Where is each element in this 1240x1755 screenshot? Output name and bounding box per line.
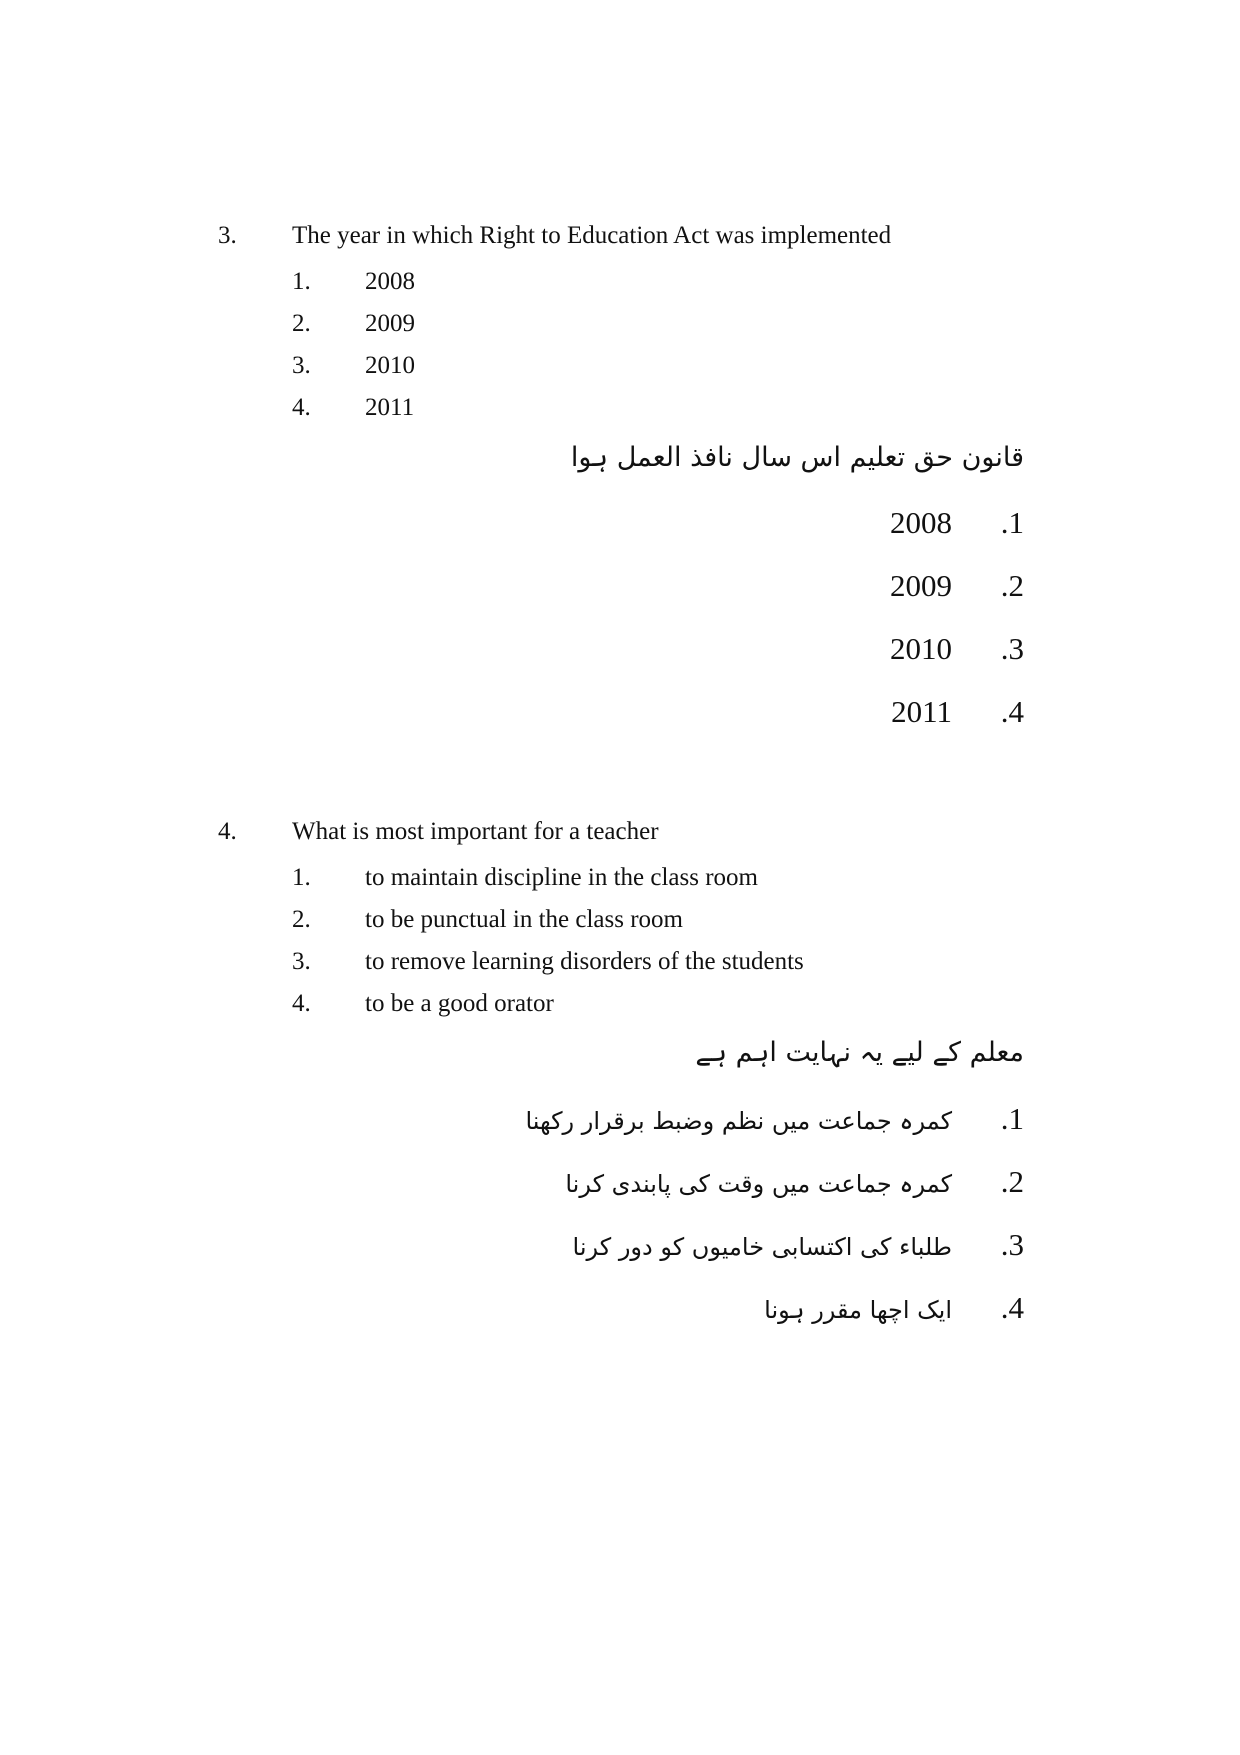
question-4-urdu-option-4-text: ایک اچھا مقرر ہونا: [764, 1296, 952, 1324]
question-4-option-1-number: 1.: [292, 864, 311, 891]
question-3-option-1-text: 2008: [365, 268, 415, 295]
question-4-option-2-text: to be punctual in the class room: [365, 906, 683, 933]
question-4-option-3-number: 3.: [292, 948, 311, 975]
question-4-urdu-option-1: [525, 1099, 1024, 1141]
question-4-text: What is most important for a teacher: [292, 818, 659, 845]
question-3-option-3-number: 3.: [292, 352, 311, 379]
question-3-option-4-number: 4.: [292, 394, 311, 421]
question-3-option-3-text: 2010: [365, 352, 415, 379]
question-3-urdu-option-3: [890, 629, 1024, 669]
question-4-option-4-text: to be a good orator: [365, 990, 554, 1017]
question-3-urdu-option-3-number: .3: [1000, 631, 1024, 666]
question-3-urdu-option-1-text: 2008: [890, 505, 952, 540]
question-4-option-2-number: 2.: [292, 906, 311, 933]
question-4-number: 4.: [218, 818, 237, 845]
question-3-urdu-option-1: [890, 503, 1024, 543]
question-3-urdu-option-3-text: 2010: [890, 631, 952, 666]
question-3-option-1-number: 1.: [292, 268, 311, 295]
question-3-urdu-option-1-number: .1: [1000, 505, 1024, 540]
question-4-urdu-option-4-number: .4: [1000, 1290, 1024, 1325]
question-4-option-4-number: 4.: [292, 990, 311, 1017]
question-4-urdu-option-1-text: کمرہ جماعت میں نظم وضبط برقرار رکھنا: [525, 1107, 952, 1135]
question-3-urdu-option-2: [890, 566, 1024, 606]
question-4-urdu-option-3-number: .3: [1000, 1227, 1024, 1262]
question-4-urdu-option-4: [764, 1288, 1024, 1330]
question-3-urdu-text: قانون حق تعلیم اس سال نافذ العمل ہوا: [570, 442, 1024, 473]
question-4-urdu-option-1-number: .1: [1000, 1101, 1024, 1136]
question-3-urdu-option-4-number: .4: [1000, 694, 1024, 729]
question-3-option-2-text: 2009: [365, 310, 415, 337]
question-3-urdu-option-2-number: .2: [1000, 568, 1024, 603]
question-4-urdu-option-3: [573, 1225, 1024, 1267]
question-3-option-2-number: 2.: [292, 310, 311, 337]
question-3-text: The year in which Right to Education Act was implemented: [292, 222, 892, 249]
question-4-urdu-text: معلم کے لیے یہ نہایت اہم ہے: [695, 1037, 1024, 1068]
question-3-urdu-option-4-text: 2011: [891, 694, 952, 729]
question-3-urdu-option-2-text: 2009: [890, 568, 952, 603]
question-4-option-1-text: to maintain discipline in the class room: [365, 864, 758, 891]
question-3-option-4-text: 2011: [365, 394, 415, 421]
question-4-option-3-text: to remove learning disorders of the students: [365, 948, 804, 975]
question-4-urdu-option-3-text: طلباء کی اکتسابی خامیوں کو دور کرنا: [572, 1233, 952, 1261]
question-4-urdu-option-2-number: .2: [1000, 1164, 1024, 1199]
question-4-urdu-option-2: [565, 1162, 1024, 1204]
question-3-urdu-option-4: [891, 692, 1024, 732]
question-4-urdu-option-2-text: کمرہ جماعت میں وقت کی پابندی کرنا: [565, 1170, 952, 1198]
question-3-number: 3.: [218, 222, 237, 249]
